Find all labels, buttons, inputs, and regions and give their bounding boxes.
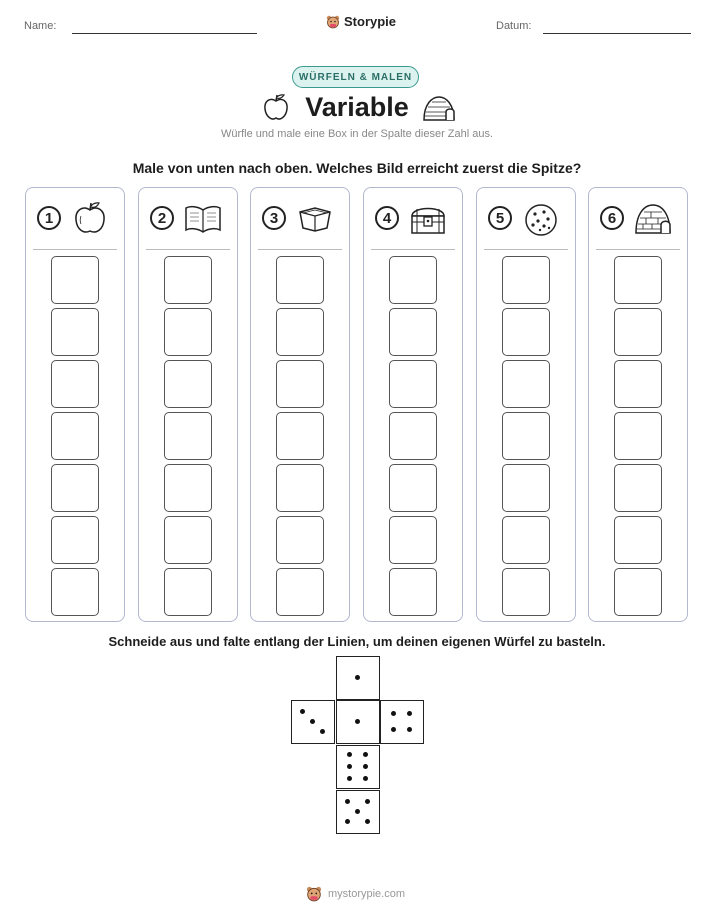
date-line[interactable] <box>543 33 691 34</box>
column-divider <box>33 249 117 250</box>
category-badge: WÜRFELN & MALEN <box>292 66 419 88</box>
die-face-6 <box>336 745 380 789</box>
instruction-text: Male von unten nach oben. Welches Bild erreicht zuerst die Spitze? <box>132 160 582 176</box>
die-pip <box>365 819 370 824</box>
die-pip <box>391 727 396 732</box>
column-number: 6 <box>600 206 624 230</box>
footer <box>306 886 405 902</box>
die-pip <box>347 776 352 781</box>
book-icon <box>183 200 223 236</box>
die-pip <box>363 752 368 757</box>
column-number: 5 <box>488 206 512 230</box>
color-box[interactable] <box>502 516 550 564</box>
column-4 <box>363 187 463 622</box>
footer-text: mystorypie.com <box>328 888 406 900</box>
color-box[interactable] <box>614 256 662 304</box>
color-box[interactable] <box>51 412 99 460</box>
color-box[interactable] <box>51 464 99 512</box>
apple-icon <box>70 200 110 236</box>
die-pip <box>407 727 412 732</box>
name-line[interactable] <box>72 33 257 34</box>
die-pip <box>407 711 412 716</box>
color-box[interactable] <box>614 568 662 616</box>
column-divider <box>146 249 230 250</box>
die-pip <box>363 776 368 781</box>
column-6 <box>588 187 688 622</box>
color-box[interactable] <box>164 464 212 512</box>
color-box[interactable] <box>389 360 437 408</box>
page-subtitle: Würfle und male eine Box in der Spalte dieser Zahl aus. <box>220 128 494 140</box>
color-box[interactable] <box>276 568 324 616</box>
die-face-1 <box>336 656 380 700</box>
storypie-logo <box>326 14 396 29</box>
column-1 <box>25 187 125 622</box>
color-box[interactable] <box>164 256 212 304</box>
die-face-4 <box>380 700 424 744</box>
column-number: 1 <box>37 206 61 230</box>
column-number: 2 <box>150 206 174 230</box>
color-box[interactable] <box>51 360 99 408</box>
igloo-icon <box>422 94 456 122</box>
color-box[interactable] <box>276 308 324 356</box>
color-box[interactable] <box>502 568 550 616</box>
die-pip <box>355 675 360 680</box>
page-title: Variable <box>305 92 409 122</box>
column-divider <box>484 249 568 250</box>
color-box[interactable] <box>614 516 662 564</box>
column-number: 3 <box>262 206 286 230</box>
color-box[interactable] <box>389 464 437 512</box>
box-icon <box>295 200 335 236</box>
color-box[interactable] <box>614 412 662 460</box>
die-pip <box>391 711 396 716</box>
die-pip <box>363 764 368 769</box>
die-pip <box>320 729 325 734</box>
igloo-icon <box>633 200 673 236</box>
color-box[interactable] <box>276 360 324 408</box>
color-box[interactable] <box>276 256 324 304</box>
column-2 <box>138 187 238 622</box>
color-box[interactable] <box>164 308 212 356</box>
die-face-5 <box>336 790 380 834</box>
treasure-chest-icon <box>408 200 448 236</box>
color-box[interactable] <box>614 464 662 512</box>
cut-instruction: Schneide aus und falte entlang der Linien, um deinen eigenen Würfel zu basteln. <box>108 634 606 649</box>
color-box[interactable] <box>164 516 212 564</box>
color-box[interactable] <box>389 308 437 356</box>
color-box[interactable] <box>51 308 99 356</box>
color-box[interactable] <box>164 412 212 460</box>
color-box[interactable] <box>276 516 324 564</box>
color-box[interactable] <box>164 360 212 408</box>
column-divider <box>596 249 680 250</box>
die-face-3 <box>291 700 335 744</box>
die-pip <box>345 799 350 804</box>
color-box[interactable] <box>502 464 550 512</box>
cookie-icon <box>521 200 561 236</box>
bear-footer-icon <box>306 886 322 902</box>
color-box[interactable] <box>502 360 550 408</box>
column-number: 4 <box>375 206 399 230</box>
color-box[interactable] <box>502 308 550 356</box>
column-divider <box>371 249 455 250</box>
column-3 <box>250 187 350 622</box>
name-label: Name: <box>24 20 57 32</box>
color-box[interactable] <box>276 464 324 512</box>
column-divider <box>258 249 342 250</box>
die-pip <box>347 752 352 757</box>
logo-text: Storypie <box>344 14 397 29</box>
color-box[interactable] <box>389 412 437 460</box>
color-box[interactable] <box>164 568 212 616</box>
color-box[interactable] <box>502 412 550 460</box>
color-box[interactable] <box>614 360 662 408</box>
die-pip <box>310 719 315 724</box>
die-pip <box>355 719 360 724</box>
die-pip <box>355 809 360 814</box>
color-box[interactable] <box>51 516 99 564</box>
color-box[interactable] <box>614 308 662 356</box>
die-pip <box>300 709 305 714</box>
die-pip <box>347 764 352 769</box>
color-box[interactable] <box>276 412 324 460</box>
die-pip <box>345 819 350 824</box>
color-box[interactable] <box>51 256 99 304</box>
die-pip <box>365 799 370 804</box>
color-box[interactable] <box>51 568 99 616</box>
bear-logo-icon <box>326 15 340 29</box>
date-label: Datum: <box>496 20 532 32</box>
color-box[interactable] <box>502 256 550 304</box>
color-box[interactable] <box>389 516 437 564</box>
color-box[interactable] <box>389 256 437 304</box>
color-box[interactable] <box>389 568 437 616</box>
column-5 <box>476 187 576 622</box>
die-face-1 <box>336 700 380 744</box>
